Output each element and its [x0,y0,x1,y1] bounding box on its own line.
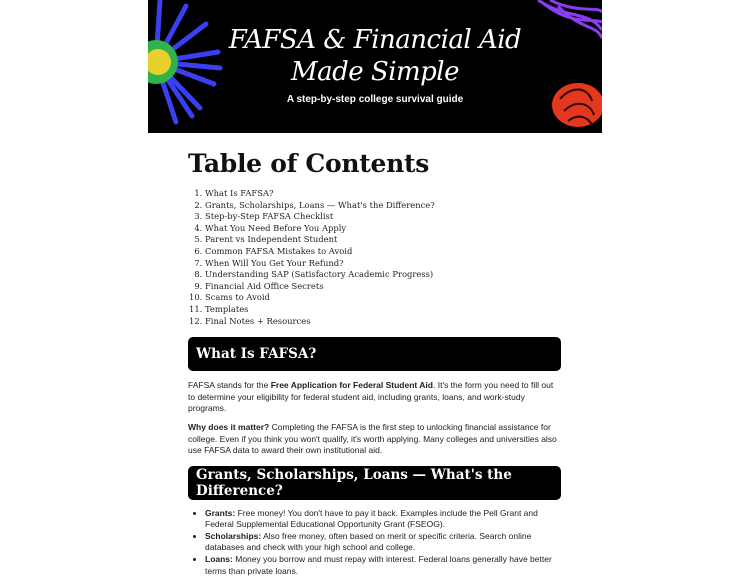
toc-item[interactable]: 2. Grants, Scholarships, Loans — What's the Difference? [205,200,561,212]
list-item [205,531,561,554]
banner-subtitle: A step-by-step college survival guide [286,94,464,105]
section-heading-aid-types: Grants, Scholarships, Loans — What's the Difference? [188,466,561,500]
bullet-term: Grants: [205,507,236,518]
bullet-text: Also free money, often based on merit or specific criteria. Search online databases and check with your high school and college. [205,530,532,553]
toc-item[interactable]: 8. Understanding SAP (Satisfactory Academic Progress) [205,269,561,281]
bullet-term: Loans: [205,554,233,565]
bullet-text: Free money! You don't have to pay it back. Examples include the Pell Grant and Federal Supplemental Educational Opportunity Grant (FSEOG). [205,507,538,530]
toc-item[interactable]: 4. What You Need Before You Apply [205,223,561,235]
toc-item[interactable]: 9. Financial Aid Office Secrets [205,281,561,293]
toc-list [188,188,561,327]
paragraph-fafsa-definition [188,380,561,415]
toc-item[interactable]: 3. Step-by-Step FAFSA Checklist [205,211,561,223]
toc-item[interactable]: 1. What Is FAFSA? [205,188,561,200]
bold-text: Why does it matter? [188,421,270,432]
banner-title [148,24,602,88]
document-content [188,140,561,577]
bullet-term: Scholarships: [205,530,262,541]
toc-item[interactable]: 5. Parent vs Independent Student [205,234,561,246]
list-item [205,508,561,531]
paragraph-why-matter [188,422,561,457]
banner-title-line2: Made Simple [290,57,460,87]
text: FAFSA stands for the [188,380,271,391]
text: Completing the FAFSA is the first step to unlocking financial assistance for college. Even if you think you won't qualify, it's worth applying. Many colleges and universities also use FAFSA data to award their own institutional aid. [188,421,557,456]
toc-item[interactable]: 12. Final Notes + Resources [205,316,561,328]
toc-item[interactable]: 6. Common FAFSA Mistakes to Avoid [205,246,561,258]
bold-text: Free Application for Federal Student Aid [270,380,433,391]
aid-types-list [188,508,561,577]
header-banner [148,0,602,133]
bullet-text: Money you borrow and must repay with interest. Federal loans generally have better terms than private loans. [205,554,552,576]
section-heading-what-is-fafsa: What Is FAFSA? [188,337,561,371]
toc-item[interactable]: 11. Templates [205,304,561,316]
toc-title: Table of Contents [188,149,430,178]
text: . It's the form you need to fill out to determine your eligibility for federal student aid, including grants, loans, and work-study programs. [188,380,554,414]
toc-item[interactable]: 10. Scams to Avoid [205,292,561,304]
banner-title-line1: FAFSA & Financial Aid [228,25,522,55]
toc-item[interactable]: 7. When Will You Get Your Refund? [205,258,561,270]
list-item [205,554,561,577]
